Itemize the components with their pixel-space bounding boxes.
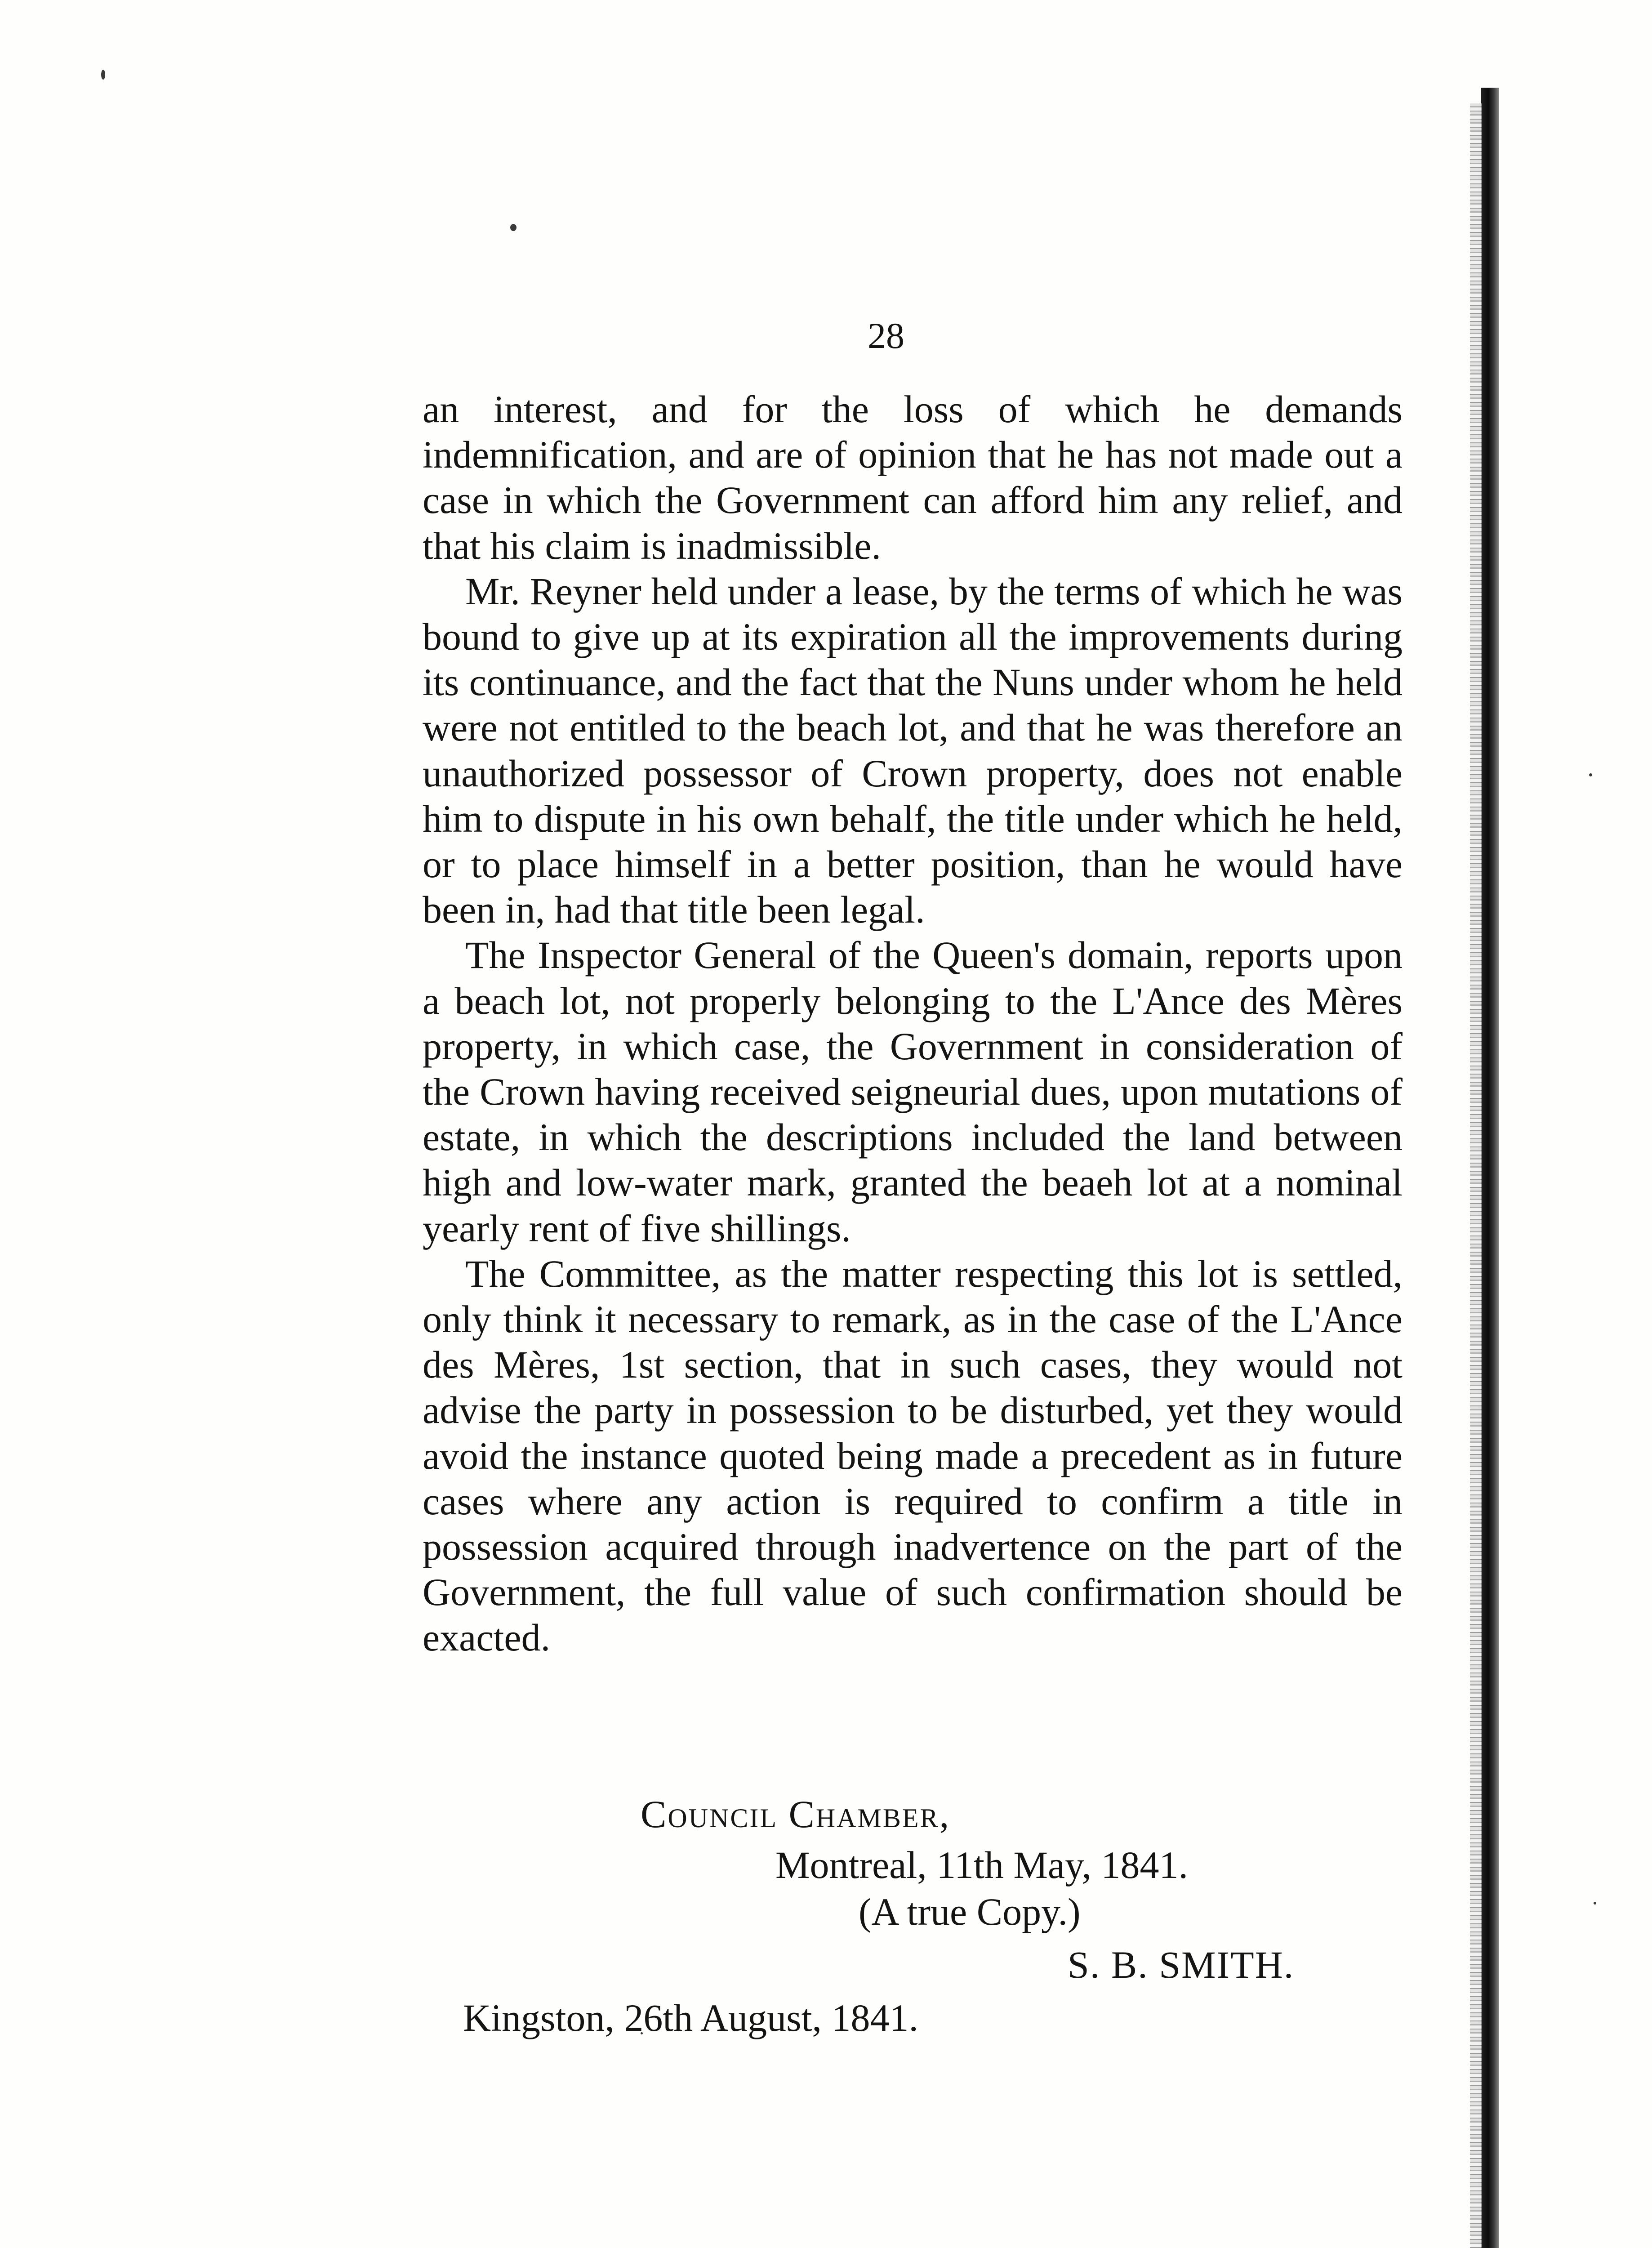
print-speck [1594, 1902, 1596, 1905]
binding-edge-strip [1481, 88, 1499, 2248]
print-speck [101, 70, 105, 80]
true-copy-line: (A true Copy.) [859, 1890, 1081, 1933]
paragraph: an interest, and for the loss of which he demands indemnification, and are of opinion that he has not made out a case in which the Government can afford him any relief, and that his claim is inadmissible. [423, 388, 1403, 567]
place-date-line: Montreal, 11th May, 1841. [775, 1843, 1188, 1887]
paragraph: The Inspector General of the Queen's domain, reports upon a beach lot, not properly belonging to the L'Ance des Mères property, in which case, the Government in consideration of the Crown having received seigneurial dues, upon mutations of estate, in which the descriptions included the land between high and low-water mark, granted the beaeh lot at a nominal yearly rent of five shillings. [423, 933, 1403, 1250]
issued-place-date-line: Kingston, 26th August, 1841. [463, 1996, 918, 2039]
print-speck [510, 224, 517, 231]
page-number: 28 [868, 315, 904, 356]
print-speck [1589, 773, 1592, 776]
paragraph: The Committee, as the matter respecting this lot is settled, only think it necessary to remark, as in the case of the L'Ance des Mères, 1st section, that in such cases, they would not advise the party in possession to be disturbed, yet they would avoid the instance quoted being made a precedent as in future cases where any action is required to confirm a title in possession acquired through inadvertence on the part of the Government, the full value of such confirmation should be exacted. [423, 1252, 1403, 1659]
council-chamber-line: Council Chamber, [641, 1793, 951, 1836]
binding-texture [1470, 103, 1482, 2248]
signatory-line: S. B. SMITH. [1068, 1943, 1295, 1986]
paragraph: Mr. Reyner held under a lease, by the terms of which he was bound to give up at its expiration all the improvements during its continuance, and the fact that the Nuns under whom he held were not entitled to the beach lot, and that he was therefore an unauthorized possessor of Crown property, does not enable him to dispute in his own behalf, the title under which he held, or to place himself in a better position, than he would have been in, had that title been legal. [423, 569, 1403, 932]
body-text [423, 387, 1403, 1661]
